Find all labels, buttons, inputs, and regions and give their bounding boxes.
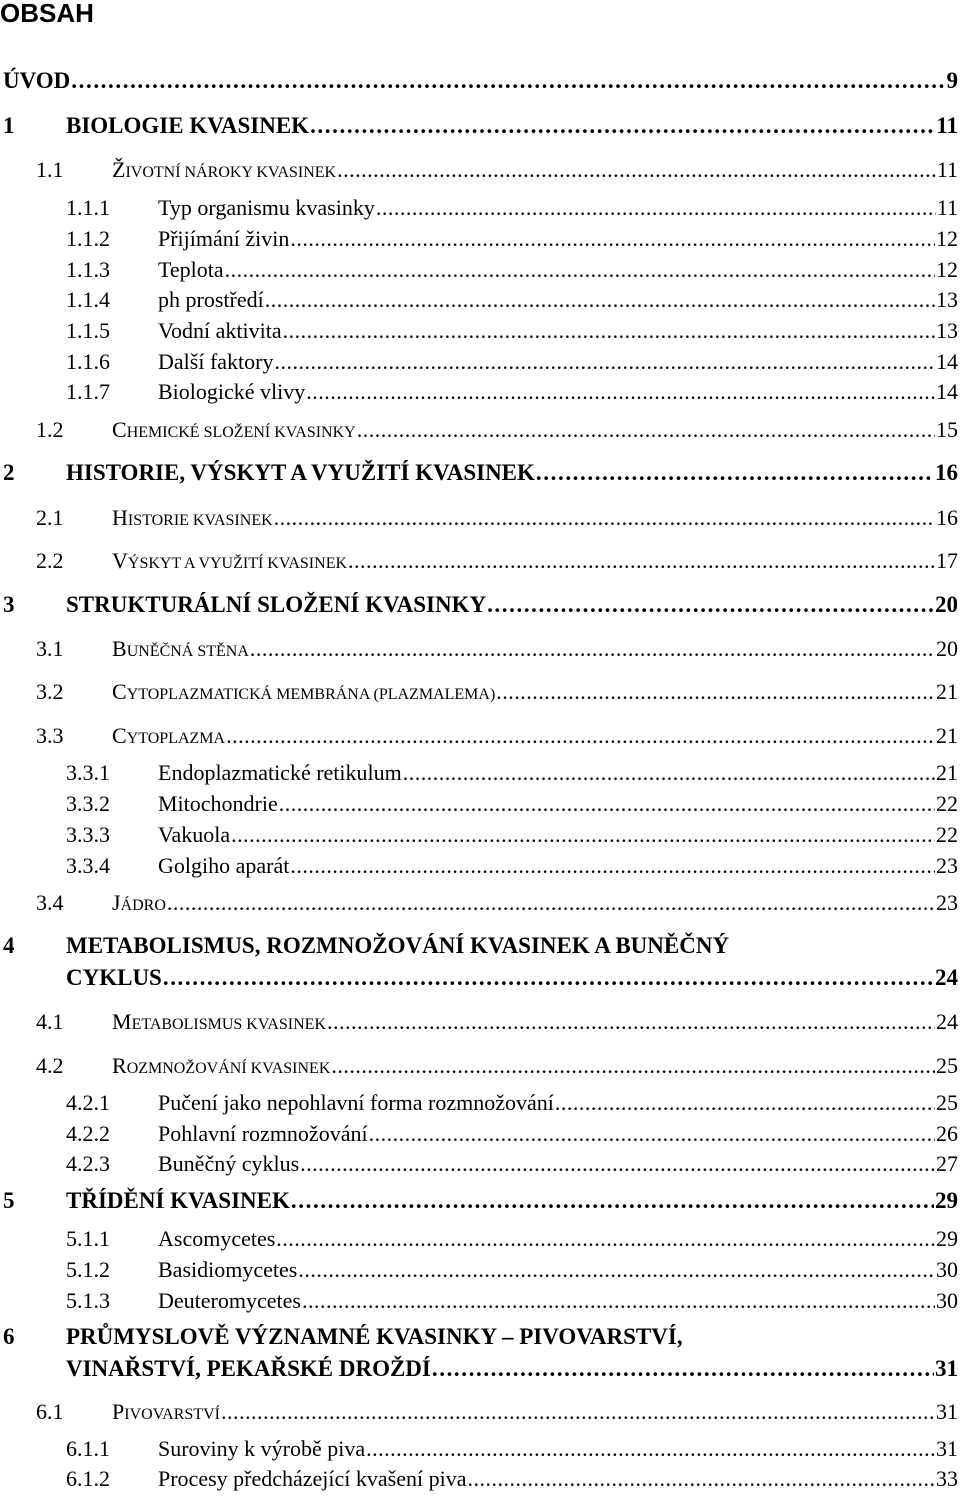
toc-entry-number: 1 xyxy=(3,113,15,138)
toc-entry-label: STRUKTURÁLNÍ SLOŽENÍ KVASINKY xyxy=(66,592,487,617)
toc-entry-number: 1.2 xyxy=(36,417,64,442)
dot-leader xyxy=(496,678,935,706)
toc-entry-number: 4.2.3 xyxy=(66,1151,110,1176)
toc-entry-label: Vodní aktivita xyxy=(158,318,282,343)
toc-entry-label: CHEMICKÉ SLOŽENÍ KVASINKY xyxy=(112,417,356,442)
toc-entry-page-number: 11 xyxy=(936,113,958,138)
toc-entry-number: 1.1.3 xyxy=(66,257,110,282)
toc-entry-page-number: 20 xyxy=(936,636,958,661)
toc-entry-label: Pohlavní rozmnožování xyxy=(158,1121,368,1146)
toc-entry-number: 1.1.6 xyxy=(66,349,110,374)
toc-entry-page-number: 14 xyxy=(936,349,958,374)
toc-entry-number: 4 xyxy=(3,933,15,958)
toc-entry-page-number: 15 xyxy=(936,417,958,442)
toc-entry-label: VÝSKYT A VYUŽITÍ KVASINEK xyxy=(112,548,348,573)
dot-leader xyxy=(302,1287,935,1315)
toc-entry-number: 2.2 xyxy=(36,548,64,573)
toc-entry-label: Typ organismu kvasinky xyxy=(158,195,375,220)
toc-entry-label: BUNĚČNÁ STĚNA xyxy=(112,636,249,661)
toc-entry-label: Biologické vlivy xyxy=(158,379,306,404)
toc-entry-page-number: 11 xyxy=(936,157,958,182)
toc-entry-number: 3.4 xyxy=(36,890,64,915)
toc-entry-label: Deuteromycetes xyxy=(158,1288,301,1313)
toc-entry-page-number: 22 xyxy=(936,822,958,847)
toc-entry-label: HISTORIE KVASINEK xyxy=(112,505,273,530)
toc-entry-label: METABOLISMUS KVASINEK xyxy=(112,1009,326,1034)
toc-entry-number: 5.1.1 xyxy=(66,1226,110,1251)
toc-entry-number: 1.1 xyxy=(36,157,64,182)
dot-leader xyxy=(274,348,935,376)
toc-entry-label: CYKLUS xyxy=(66,965,162,990)
dot-leader xyxy=(231,821,935,849)
toc-entry-number: 2 xyxy=(3,460,15,485)
toc-entry-page-number: 13 xyxy=(936,287,958,312)
toc-entry-number: 5.1.2 xyxy=(66,1257,110,1282)
toc-entry-page-number: 22 xyxy=(936,791,958,816)
dot-leader xyxy=(348,547,935,575)
dot-leader xyxy=(226,722,935,750)
toc-entry-number: 1.1.2 xyxy=(66,226,110,251)
toc-entry-label: Pučení jako nepohlavní forma rozmnožování xyxy=(158,1090,554,1115)
toc-entry-number: 5.1.3 xyxy=(66,1288,110,1313)
dot-leader xyxy=(221,1398,935,1426)
dot-leader xyxy=(290,225,935,253)
dot-leader xyxy=(291,1187,934,1215)
toc-entry-label: Vakuola xyxy=(158,822,231,847)
dot-leader xyxy=(403,759,935,787)
toc-chapter-title-line1[interactable]: METABOLISMUS, ROZMNOŽOVÁNÍ KVASINEK A BUNĚČNÝ xyxy=(66,933,730,958)
toc-entry-page-number: 12 xyxy=(936,226,958,251)
dot-leader xyxy=(265,286,935,314)
toc-entry-page-number: 14 xyxy=(936,379,958,404)
toc-entry-page-number: 21 xyxy=(936,723,958,748)
dot-leader xyxy=(250,635,935,663)
toc-entry-number: 1.1.7 xyxy=(66,379,110,404)
dot-leader xyxy=(300,1150,935,1178)
dot-leader xyxy=(327,1008,935,1036)
toc-entry-label: TŘÍDĚNÍ KVASINEK xyxy=(66,1188,290,1213)
dot-leader xyxy=(555,1089,935,1117)
toc-entry-page-number: 16 xyxy=(935,460,958,485)
toc-entry-label: Golgiho aparát xyxy=(158,853,290,878)
toc-entry-page-number: 33 xyxy=(936,1466,958,1491)
dot-leader xyxy=(283,317,935,345)
toc-entry-number: 5 xyxy=(3,1188,15,1213)
dot-leader xyxy=(376,194,936,222)
dot-leader xyxy=(225,256,935,284)
toc-entry-number: 6.1 xyxy=(36,1399,64,1424)
toc-entry-label: CYTOPLAZMA xyxy=(112,723,226,748)
toc-entry-page-number: 25 xyxy=(936,1053,958,1078)
toc-entry-label: Buněčný cyklus xyxy=(158,1151,300,1176)
toc-entry-page-number: 21 xyxy=(936,679,958,704)
toc-entry-label: Mitochondrie xyxy=(158,791,278,816)
toc-entry-number: 3 xyxy=(3,592,15,617)
toc-entry-label: Procesy předcházející kvašení piva xyxy=(158,1466,467,1491)
toc-entry-label: Ascomycetes xyxy=(158,1226,276,1251)
toc-entry-number: 4.1 xyxy=(36,1009,64,1034)
toc-entry-page-number: 27 xyxy=(936,1151,958,1176)
dot-leader xyxy=(366,1435,935,1463)
toc-entry-number: 1.1.5 xyxy=(66,318,110,343)
dot-leader xyxy=(337,156,936,184)
toc-entry-page-number: 24 xyxy=(936,1009,958,1034)
toc-entry-page-number: 12 xyxy=(936,257,958,282)
toc-entry-label: CYTOPLAZMATICKÁ MEMBRÁNA (PLAZMALEMA) xyxy=(112,679,496,704)
dot-leader xyxy=(306,378,935,406)
page-title: OBSAH xyxy=(0,0,94,28)
toc-entry-page-number: 16 xyxy=(936,505,958,530)
dot-leader xyxy=(71,67,945,95)
toc-entry-number: 4.2.2 xyxy=(66,1121,110,1146)
dot-leader xyxy=(279,790,935,818)
toc-entry-number: 1.1.1 xyxy=(66,195,110,220)
toc-chapter-title-line1[interactable]: PRŮMYSLOVĚ VÝZNAMNÉ KVASINKY – PIVOVARSTVÍ, xyxy=(66,1324,683,1349)
toc-entry-page-number: 31 xyxy=(935,1356,958,1381)
toc-entry-label: JÁDRO xyxy=(112,890,166,915)
dot-leader xyxy=(357,416,935,444)
toc-entry-label: VINAŘSTVÍ, PEKAŘSKÉ DROŽDÍ xyxy=(66,1356,431,1381)
toc-entry-label: Basidiomycetes xyxy=(158,1257,298,1282)
toc-entry-number: 6.1.1 xyxy=(66,1436,110,1461)
dot-leader xyxy=(276,1225,935,1253)
toc-entry-label: HISTORIE, VÝSKYT A VYUŽITÍ KVASINEK xyxy=(66,460,535,485)
dot-leader xyxy=(331,1052,935,1080)
toc-entry-label: ÚVOD xyxy=(3,68,71,93)
toc-entry-page-number: 9 xyxy=(946,68,958,93)
toc-entry-number: 3.2 xyxy=(36,679,64,704)
toc-entry-label: Přijímání živin xyxy=(158,226,290,251)
dot-leader xyxy=(298,1256,935,1284)
toc-entry-label: Další faktory xyxy=(158,349,274,374)
toc-entry-label: Endoplazmatické retikulum xyxy=(158,760,402,785)
toc-entry-page-number: 30 xyxy=(936,1288,958,1313)
toc-entry-number: 3.3 xyxy=(36,723,64,748)
toc-entry-number: 1.1.4 xyxy=(66,287,110,312)
toc-entry-number: 2.1 xyxy=(36,505,64,530)
toc-entry-number: 3.3.4 xyxy=(66,853,110,878)
toc-entry-page-number: 20 xyxy=(935,592,958,617)
toc-entry-label: BIOLOGIE KVASINEK xyxy=(66,113,310,138)
toc-entry-label: PIVOVARSTVÍ xyxy=(112,1399,220,1424)
toc-entry-page-number: 17 xyxy=(936,548,958,573)
toc-entry-page-number: 30 xyxy=(936,1257,958,1282)
toc-entry-page-number: 25 xyxy=(936,1090,958,1115)
toc-entry-number: 3.3.3 xyxy=(66,822,110,847)
dot-leader xyxy=(467,1465,935,1493)
dot-leader xyxy=(163,964,934,992)
toc-entry-page-number: 31 xyxy=(936,1436,958,1461)
toc-entry-page-number: 23 xyxy=(936,853,958,878)
toc-entry-label: Suroviny k výrobě piva xyxy=(158,1436,366,1461)
dot-leader xyxy=(274,504,935,532)
toc-entry-number: 3.3.1 xyxy=(66,760,110,785)
toc-entry-number: 4.2.1 xyxy=(66,1090,110,1115)
toc-entry-number: 6.1.2 xyxy=(66,1466,110,1491)
dot-leader xyxy=(369,1120,935,1148)
dot-leader xyxy=(290,852,935,880)
toc-entry-page-number: 26 xyxy=(936,1121,958,1146)
dot-leader xyxy=(536,459,934,487)
toc-entry-page-number: 29 xyxy=(935,1188,958,1213)
toc-entry-number: 4.2 xyxy=(36,1053,64,1078)
dot-leader xyxy=(487,591,934,619)
toc-entry-page-number: 13 xyxy=(936,318,958,343)
toc-entry-page-number: 21 xyxy=(936,760,958,785)
toc-entry-page-number: 24 xyxy=(935,965,958,990)
toc-entry-number: 6 xyxy=(3,1324,15,1349)
toc-entry-label: ŽIVOTNÍ NÁROKY KVASINEK xyxy=(112,157,337,182)
toc-entry-page-number: 29 xyxy=(936,1226,958,1251)
toc-entry-page-number: 23 xyxy=(936,890,958,915)
dot-leader xyxy=(167,889,935,917)
toc-entry-page-number: 11 xyxy=(936,195,958,220)
toc-entry-page-number: 31 xyxy=(936,1399,958,1424)
toc-entry-number: 3.3.2 xyxy=(66,791,110,816)
toc-entry-number: 3.1 xyxy=(36,636,64,661)
toc-entry-label: ROZMNOŽOVÁNÍ KVASINEK xyxy=(112,1053,331,1078)
dot-leader xyxy=(310,112,935,140)
toc-entry-label: Teplota xyxy=(158,257,224,282)
dot-leader xyxy=(432,1355,934,1383)
toc-entry-label: ph prostředí xyxy=(158,287,264,312)
